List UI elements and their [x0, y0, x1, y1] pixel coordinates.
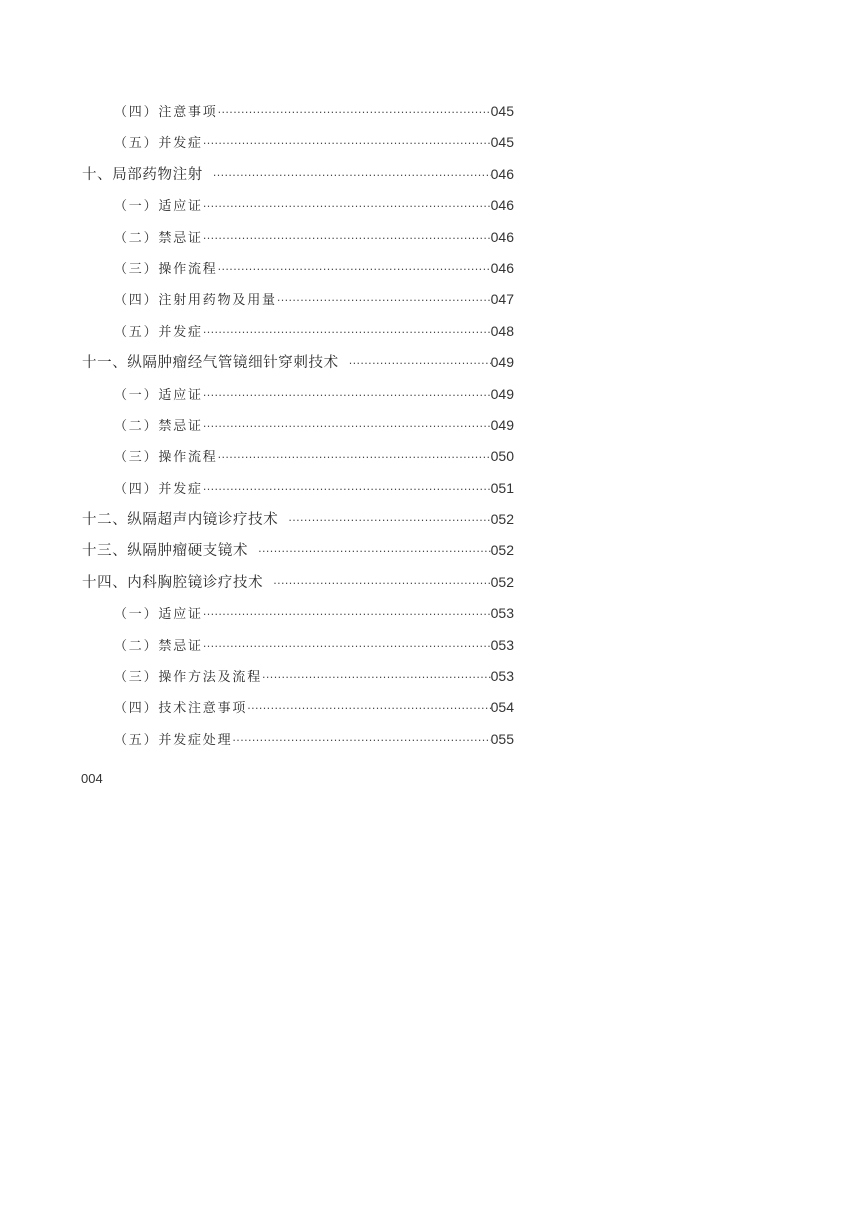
- toc-dot-leader: [349, 348, 491, 378]
- toc-entry[interactable]: [82, 661, 514, 692]
- toc-entry-title: （四）技术注意事项: [114, 701, 248, 717]
- toc-entry-title: （一）适应证: [114, 387, 203, 403]
- toc-entry-title: （五）并发症处理: [114, 732, 233, 748]
- toc-entry-title: （五）并发症: [114, 324, 203, 340]
- toc-entry-title: （二）禁忌证: [114, 638, 203, 654]
- toc-entry-title: （四）注意事项: [114, 105, 218, 120]
- toc-entry[interactable]: [82, 630, 514, 661]
- toc-entry-title: （一）适应证: [114, 199, 203, 215]
- toc-chapter-title: 十一、纵隔肿瘤经气管镜细针穿刺技术: [82, 355, 339, 372]
- toc-entry[interactable]: [82, 379, 514, 410]
- toc-dot-leader: [203, 631, 491, 661]
- toc-entry-page: 054: [490, 699, 514, 716]
- toc-dot-leader: [218, 442, 491, 472]
- toc-entry[interactable]: [82, 253, 514, 284]
- toc-dot-leader: [262, 662, 491, 692]
- toc-entry-page: 049: [490, 416, 514, 433]
- toc-entry-page: 052: [490, 511, 514, 528]
- toc-chapter-entry[interactable]: [82, 567, 514, 598]
- toc-chapter-title: 十、局部药物注射: [82, 166, 203, 183]
- toc-entry-title: （二）禁忌证: [114, 418, 203, 434]
- toc-entry-page: 052: [490, 573, 514, 590]
- toc-entry-page: 050: [490, 448, 514, 465]
- toc-entry-title: （五）并发症: [114, 136, 203, 152]
- toc-entry[interactable]: [82, 96, 514, 127]
- toc-dot-leader: [258, 536, 491, 566]
- toc-dot-leader: [247, 693, 490, 723]
- toc-entry-page: 045: [490, 103, 514, 119]
- toc-entry-page: 053: [490, 668, 514, 685]
- toc-entry-page: 045: [490, 134, 514, 151]
- toc-entry[interactable]: [82, 127, 514, 158]
- toc-dot-leader: [203, 411, 491, 441]
- table-of-contents: [82, 96, 514, 755]
- toc-entry-page: 055: [490, 730, 514, 747]
- toc-entry[interactable]: [82, 441, 514, 472]
- toc-entry[interactable]: [82, 724, 514, 755]
- toc-entry-page: 049: [490, 385, 514, 402]
- toc-chapter-title: 十四、内科胸腔镜诊疗技术: [82, 574, 264, 591]
- toc-dot-leader: [232, 725, 490, 755]
- toc-entry[interactable]: [82, 284, 514, 315]
- toc-entry[interactable]: [82, 598, 514, 629]
- toc-dot-leader: [288, 505, 490, 535]
- toc-entry-title: （四）并发症: [114, 481, 203, 497]
- toc-entry[interactable]: [82, 473, 514, 504]
- toc-dot-leader: [213, 160, 491, 190]
- toc-dot-leader: [203, 191, 491, 221]
- toc-dot-leader: [277, 285, 491, 315]
- toc-entry[interactable]: [82, 316, 514, 347]
- toc-dot-leader: [203, 128, 491, 158]
- toc-entry[interactable]: [82, 692, 514, 723]
- toc-entry-page: 051: [490, 479, 514, 496]
- toc-dot-leader: [203, 223, 491, 253]
- toc-entry-page: 046: [490, 165, 514, 182]
- toc-entry-title: （三）操作流程: [114, 261, 218, 277]
- toc-entry-title: （三）操作流程: [114, 450, 218, 466]
- toc-entry[interactable]: [82, 190, 514, 221]
- toc-dot-leader: [273, 568, 490, 598]
- toc-chapter-entry[interactable]: [82, 504, 514, 535]
- toc-entry-page: 046: [490, 197, 514, 214]
- toc-entry-page: 046: [490, 259, 514, 276]
- toc-dot-leader: [203, 474, 491, 504]
- toc-entry[interactable]: [82, 410, 514, 441]
- toc-entry-title: （二）禁忌证: [114, 230, 203, 246]
- toc-entry-title: （一）适应证: [114, 607, 203, 623]
- toc-entry-title: （四）注射用药物及用量: [114, 293, 277, 309]
- toc-dot-leader: [203, 317, 491, 347]
- toc-chapter-entry[interactable]: [82, 159, 514, 190]
- toc-entry-title: （三）操作方法及流程: [114, 670, 263, 686]
- toc-chapter-title: 十三、纵隔肿瘤硬支镜术: [82, 543, 249, 560]
- toc-dot-leader: [203, 599, 491, 629]
- toc-dot-leader: [218, 97, 491, 127]
- toc-chapter-entry[interactable]: [82, 347, 514, 378]
- toc-entry-page: 053: [490, 636, 514, 653]
- page-number: 004: [81, 771, 103, 786]
- toc-entry-page: 052: [490, 542, 514, 559]
- toc-chapter-entry[interactable]: [82, 535, 514, 566]
- toc-entry-page: 048: [490, 322, 514, 339]
- toc-entry-page: 047: [490, 291, 514, 308]
- toc-dot-leader: [203, 380, 491, 410]
- toc-chapter-title: 十二、纵隔超声内镜诊疗技术: [82, 512, 279, 529]
- toc-entry-page: 046: [490, 228, 514, 245]
- toc-entry[interactable]: [82, 222, 514, 253]
- toc-dot-leader: [218, 254, 491, 284]
- toc-entry-page: 049: [490, 354, 514, 371]
- toc-entry-page: 053: [490, 605, 514, 622]
